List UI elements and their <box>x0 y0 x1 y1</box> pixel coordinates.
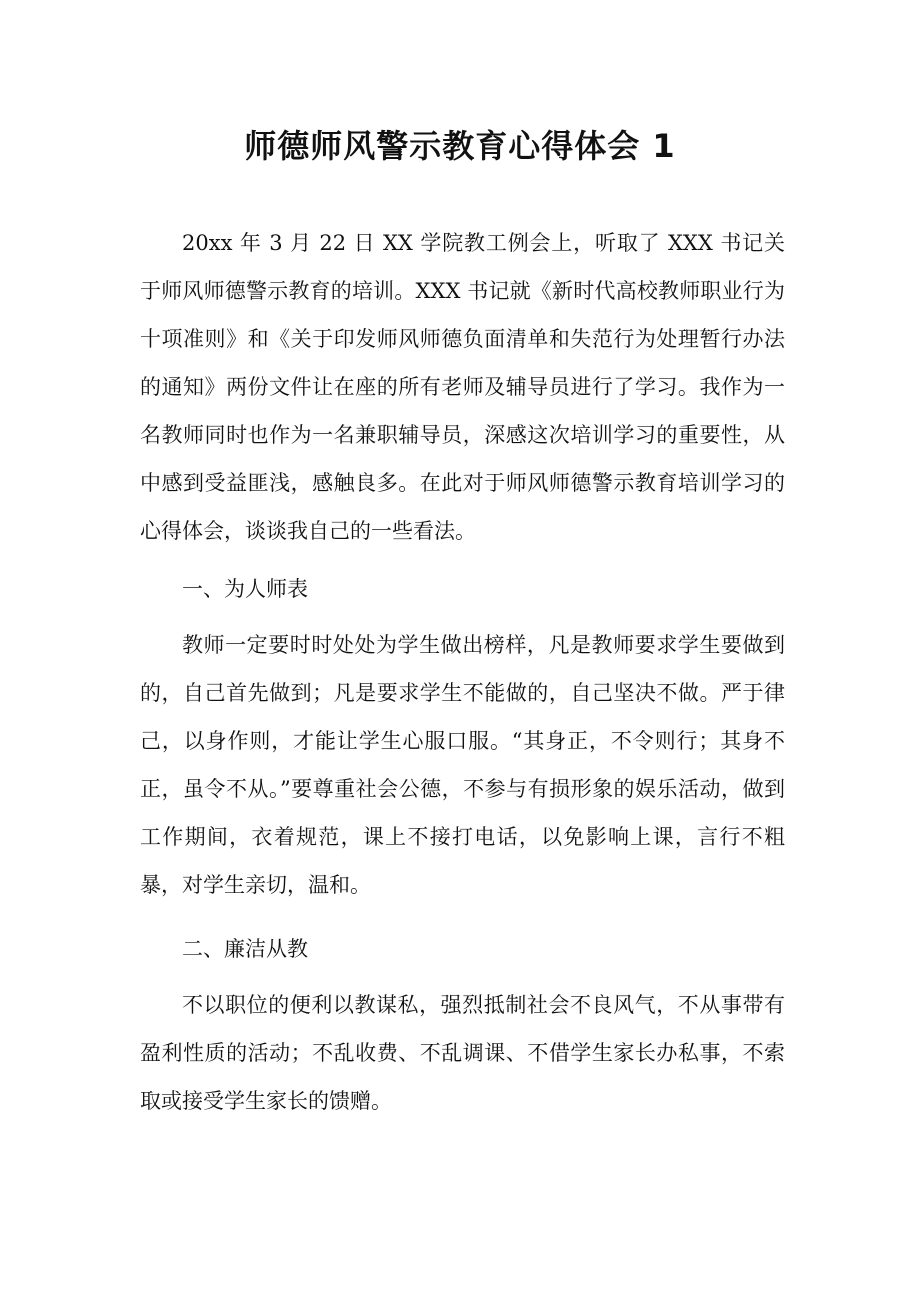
section-heading-2: 二、廉洁从教 <box>182 937 308 961</box>
document-title: 师德师风警示教育心得体会 1 <box>244 127 676 165</box>
paragraph-section-2: 不以职位的便利以教谋私，强烈抵制社会不良风气，不从事带有盈利性质的活动；不乱收费、不乱调课、不借学生家长办私事，不索取或接受学生家长的馈赠。 <box>140 993 785 1113</box>
section-heading-1: 一、为人师表 <box>182 577 308 601</box>
paragraph-section-1: 教师一定要时时处处为学生做出榜样，凡是教师要求学生要做到的，自己首先做到；凡是要求学生不能做的，自己坚决不做。严于律己，以身作则，才能让学生心服口服。“其身正，不令则行；其身不正，虽令不从。”要尊重社会公德，不参与有损形象的娱乐活动，做到工作期间，衣着规范，课上不接打电话，以免影响上课，言行不粗暴，对学生亲切，温和。 <box>140 633 785 897</box>
paragraph-intro: 20xx 年 3 月 22 日 XX 学院教工例会上，听取了 XXX 书记关于师风师德警示教育的培训。XXX 书记就《新时代高校教师职业行为十项准则》和《关于印发师风师德负面清单和失范行为处理暂行办法的通知》两份文件让在座的所有老师及辅导员进行了学习。我作为一名教师同时也作为一名兼职辅导员，深感这次培训学习的重要性，从中感到受益匪浅，感触良多。在此对于师风师德警示教育培训学习的心得体会，谈谈我自己的一些看法。 <box>140 231 785 543</box>
